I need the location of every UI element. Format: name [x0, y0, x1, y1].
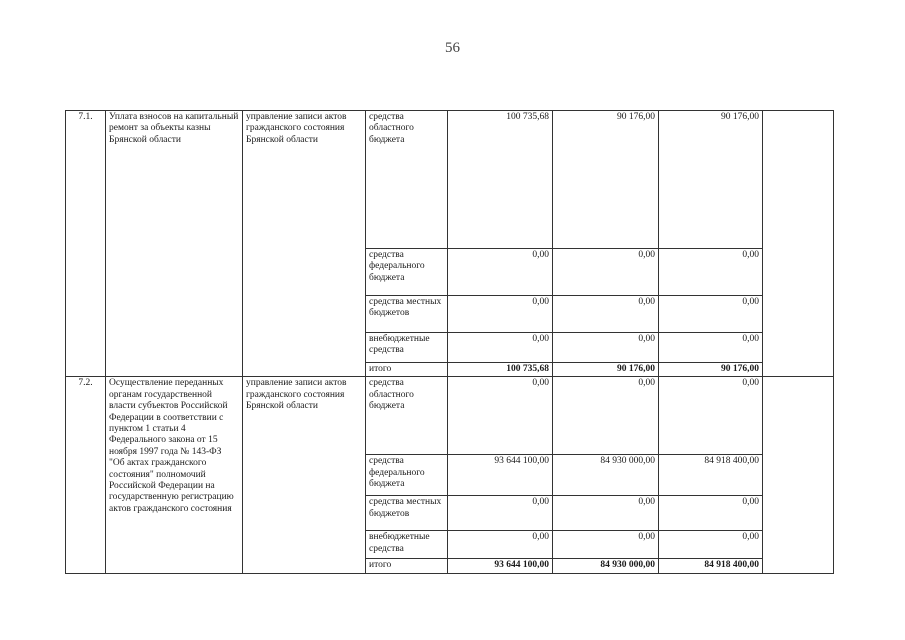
section-description: Уплата взносов на капитальный ремонт за объекты казны Брянской области — [106, 111, 243, 377]
total-value: 90 176,00 — [659, 363, 763, 377]
value-cell: 0,00 — [448, 531, 553, 559]
page-number: 56 — [445, 40, 460, 56]
value-cell: 100 735,68 — [448, 111, 553, 249]
value-cell: 84 930 000,00 — [553, 455, 659, 496]
value-cell: 0,00 — [659, 333, 763, 363]
section-executor: управление записи актов гражданского состояния Брянской области — [243, 377, 366, 573]
budget-table — [65, 110, 834, 574]
section-description: Осуществление переданных органам государственной власти субъектов Российской Федерации в соответствии с пунктом 1 статьи 4 Федерального закона от 15 ноября 1997 года № 143-ФЗ "Об актах гражданского состояния" полномочий Российской Федерации на государственную регистрацию актов гражданского состояния — [106, 377, 243, 573]
value-cell: 90 176,00 — [553, 111, 659, 249]
value-cell: 0,00 — [659, 531, 763, 559]
empty-cell — [763, 377, 834, 573]
value-cell: 0,00 — [553, 333, 659, 363]
funding-source: средства местных бюджетов — [366, 496, 448, 531]
total-value: 90 176,00 — [553, 363, 659, 377]
funding-source-total: итого — [366, 559, 448, 573]
value-cell: 0,00 — [448, 333, 553, 363]
value-cell: 90 176,00 — [659, 111, 763, 249]
funding-source: средства областного бюджета — [366, 377, 448, 455]
table-row — [66, 377, 834, 455]
value-cell: 93 644 100,00 — [448, 455, 553, 496]
funding-source: средства местных бюджетов — [366, 296, 448, 333]
value-cell: 0,00 — [448, 377, 553, 455]
empty-cell — [763, 111, 834, 377]
total-value: 84 918 400,00 — [659, 559, 763, 573]
funding-source: средства областного бюджета — [366, 111, 448, 249]
funding-source: средства федерального бюджета — [366, 249, 448, 296]
value-cell: 0,00 — [448, 496, 553, 531]
value-cell: 0,00 — [553, 296, 659, 333]
value-cell: 0,00 — [448, 296, 553, 333]
total-value: 84 930 000,00 — [553, 559, 659, 573]
value-cell: 0,00 — [553, 249, 659, 296]
value-cell: 0,00 — [659, 296, 763, 333]
value-cell: 84 918 400,00 — [659, 455, 763, 496]
value-cell: 0,00 — [659, 249, 763, 296]
section-index: 7.1. — [66, 111, 106, 377]
total-value: 93 644 100,00 — [448, 559, 553, 573]
total-value: 100 735,68 — [448, 363, 553, 377]
funding-source: внебюджетные средства — [366, 333, 448, 363]
value-cell: 0,00 — [553, 531, 659, 559]
value-cell: 0,00 — [659, 377, 763, 455]
funding-source-total: итого — [366, 363, 448, 377]
value-cell: 0,00 — [553, 496, 659, 531]
value-cell: 0,00 — [659, 496, 763, 531]
funding-source: внебюджетные средства — [366, 531, 448, 559]
table-row — [66, 111, 834, 249]
value-cell: 0,00 — [448, 249, 553, 296]
section-executor: управление записи актов гражданского состояния Брянской области — [243, 111, 366, 377]
section-index: 7.2. — [66, 377, 106, 573]
value-cell: 0,00 — [553, 377, 659, 455]
funding-source: средства федерального бюджета — [366, 455, 448, 496]
